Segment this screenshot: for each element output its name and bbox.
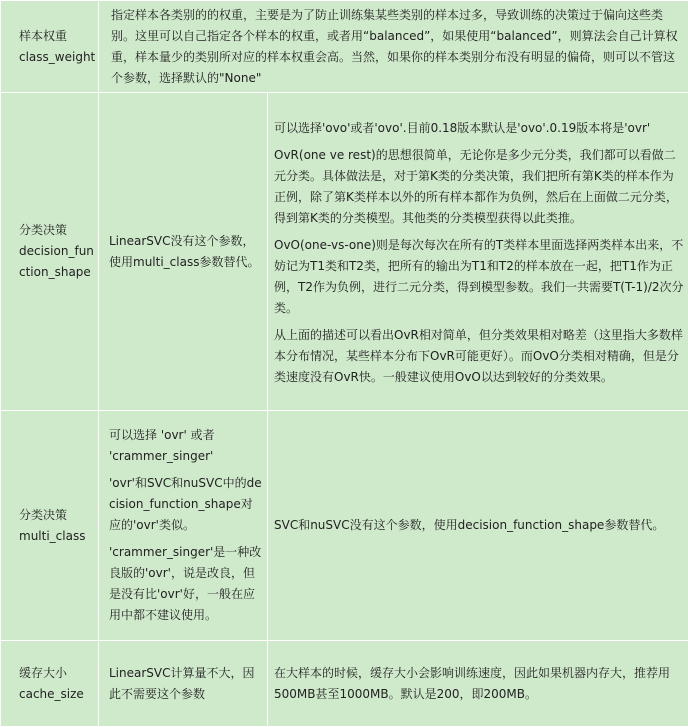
linearsvc-paragraph: 'ovr'和SVC和nuSVC中的decision_function_shape对应的'ovr'类似。 (109, 473, 263, 536)
param-name-cn: 缓存大小 (19, 663, 94, 684)
param-name-en: class_weight (19, 47, 94, 68)
param-name-cn: 样本权重 (19, 26, 94, 47)
svc-cell (268, 411, 688, 641)
param-name-cell (1, 411, 99, 641)
param-name-cn: 分类决策 (19, 220, 94, 241)
svc-note: 在大样本的时候，缓存大小会影响训练速度，因此如果机器内存大，推荐用500MB甚至1000MB。默认是200，即200MB。 (274, 663, 684, 705)
svc-paragraph: 可以选择'ovo'或者'ovo'.目前0.18版本默认是'ovo'.0.19版本将是'ovr' (274, 118, 684, 139)
linearsvc-cell (99, 641, 268, 727)
svc-paragraph: 从上面的描述可以看出OvR相对简单，但分类效果相对略差（这里指大多数样本分布情况，某些样本分布下OvR可能更好）。而OvO分类相对精确，但是分类速度没有OvR快。一般建议使用OvO以达到较好的分类效果。 (274, 325, 684, 388)
linearsvc-note: LinearSVC计算量不大，因此不需要这个参数 (109, 663, 263, 705)
param-name-cell (1, 93, 99, 411)
svc-cell (268, 641, 688, 727)
description-paragraph: 指定样本各类别的的权重，主要是为了防止训练集某些类别的样本过多，导致训练的决策过于偏向这些类别。这里可以自己指定各个样本的权重，或者用“balanced”，如果使用“balanced”，则算法会自己计算权重，样本量少的类别所对应的样本权重会高。当然，如果你的样本类别分布没有明显的偏倚，则可以不管这个参数，选择默认的"None" (111, 5, 684, 89)
param-name-en: cache_size (19, 684, 94, 705)
table-row (1, 641, 688, 727)
table-row (1, 411, 688, 641)
param-name-en: multi_class (19, 526, 94, 547)
svc-paragraph: OvR(one ve rest)的思想很简单，无论你是多少元分类，我们都可以看做二元分类。具体做法是，对于第K类的分类决策，我们把所有第K类的样本作为正例，除了第K类样本以外的所有样本都作为负例，然后在上面做二元分类，得到第K类的分类模型。其他类的分类模型获得以此类推。 (274, 145, 684, 229)
svc-paragraph: OvO(one-vs-one)则是每次每次在所有的T类样本里面选择两类样本出来，不妨记为T1类和T2类，把所有的输出为T1和T2的样本放在一起，把T1作为正例，T2作为负例，进行二元分类，得到模型参数。我们一共需要T(T-1)/2次分类。 (274, 235, 684, 319)
param-description-cell (99, 1, 688, 93)
svc-note: SVC和nuSVC没有这个参数，使用decision_function_shape参数替代。 (274, 515, 684, 536)
param-name-en: decision_function_shape (19, 241, 94, 283)
linearsvc-paragraph: 'crammer_singer'是一种改良版的'ovr'，说是改良，但是没有比'ovr'好，一般在应用中都不建议使用。 (109, 542, 263, 626)
linearsvc-paragraph: 可以选择 'ovr' 或者 'crammer_singer' (109, 425, 263, 467)
linearsvc-note: LinearSVC没有这个参数，使用multi_class参数替代。 (109, 231, 263, 273)
param-name-cn: 分类决策 (19, 505, 94, 526)
svc-cell (268, 93, 688, 411)
table-row (1, 93, 688, 411)
linearsvc-cell (99, 411, 268, 641)
table-row (1, 1, 688, 93)
param-name-cell (1, 641, 99, 727)
param-name-cell (1, 1, 99, 93)
linearsvc-cell (99, 93, 268, 411)
